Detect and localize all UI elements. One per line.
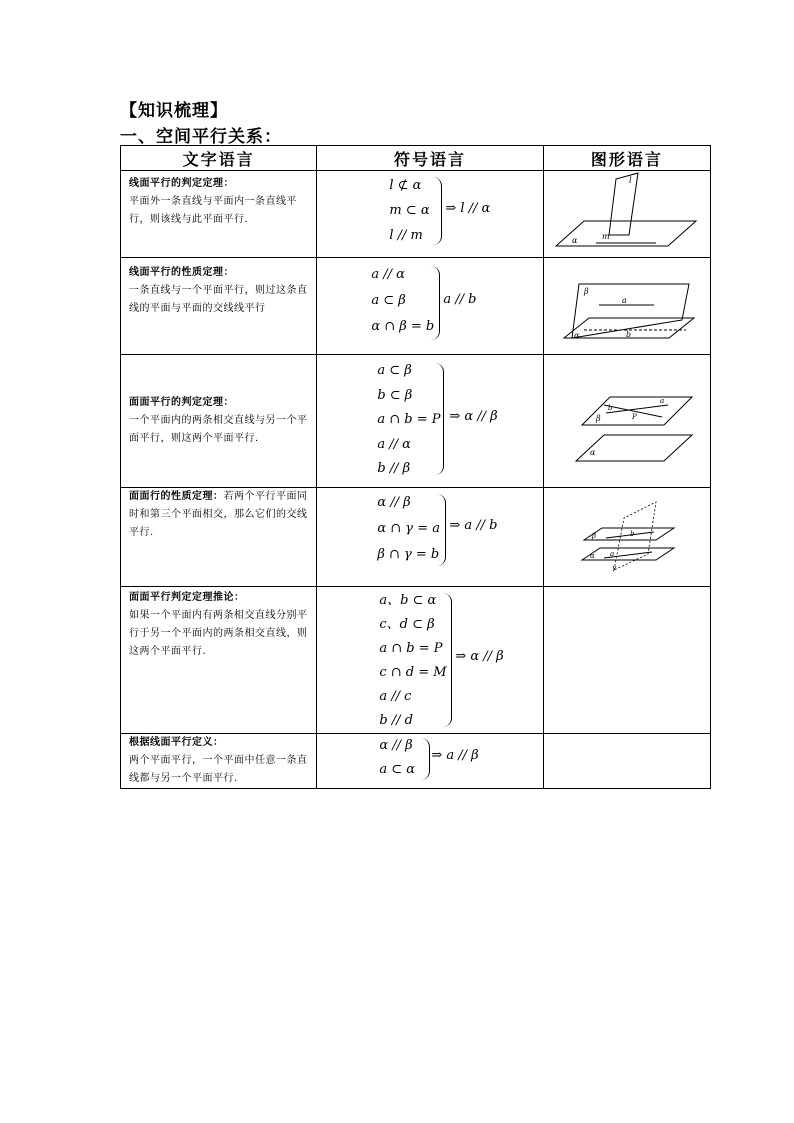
brace — [435, 363, 444, 475]
theorem-title: 根据线面平行定义： — [129, 737, 224, 748]
symbol-line: b // β — [377, 461, 411, 476]
symbol-line: b ⊂ β — [377, 387, 413, 403]
symbol-line: a ⊂ β — [371, 293, 406, 308]
symbol-line: a ⊂ α — [379, 762, 416, 777]
table-row — [121, 734, 711, 789]
symbol-conclusion: ⇒ l // α — [445, 201, 491, 216]
plane-plane-property-figure — [544, 488, 710, 582]
text-cell — [121, 587, 317, 734]
symbol-conclusion: a // b — [443, 292, 477, 307]
symbol-line: α ∩ β = b — [371, 319, 435, 334]
text-cell — [121, 258, 317, 355]
section-heading: 一、空间平行关系： — [120, 127, 282, 147]
text-cell — [121, 171, 317, 258]
theorem-title: 面面平行判定定理推论： — [129, 592, 245, 603]
symbol-cell — [317, 734, 543, 789]
symbol-cell — [317, 171, 543, 258]
figure-cell — [543, 355, 710, 488]
symbol-conclusion: ⇒ a // β — [431, 748, 479, 763]
table-row — [121, 171, 711, 258]
text-cell — [121, 488, 317, 587]
table-row — [121, 488, 711, 587]
table-row — [121, 258, 711, 355]
symbol-line: m ⊂ α — [389, 203, 430, 218]
text-cell — [121, 734, 317, 789]
symbol-line: α // β — [379, 738, 413, 753]
table-header-row — [121, 146, 711, 171]
figure-label: β — [591, 532, 596, 540]
brace — [443, 593, 452, 727]
figure-cell — [543, 488, 710, 587]
figure-label: α — [589, 552, 595, 560]
figure-cell — [543, 258, 710, 355]
figure-label: β — [583, 287, 589, 296]
plane-plane-parallel-figure — [544, 355, 710, 483]
theorem-body: 如果一个平面内有两条相交直线分别平行于另一个平面内的两条相交直线，则这两个平面平行． — [129, 610, 308, 657]
brace — [421, 738, 430, 780]
knowledge-heading: 【知识梳理】 — [120, 101, 228, 121]
symbol-cell — [317, 258, 543, 355]
theorem-body: 一个平面内的两条相交直线与另一个平面平行，则这两个平面平行． — [129, 415, 308, 444]
theorem-title: 面面平行的判定定理： — [129, 397, 234, 408]
figure-cell — [543, 587, 710, 734]
symbol-line: l // m — [389, 228, 423, 243]
figure-label: α — [573, 331, 580, 340]
symbol-line: a // α — [371, 267, 405, 282]
symbol-line: α ∩ γ = a — [377, 521, 440, 536]
figure-label: β — [595, 414, 601, 423]
figure-cell — [543, 171, 710, 258]
symbol-line: b // d — [379, 713, 413, 728]
symbol-line: c ∩ d = M — [379, 665, 447, 680]
theorem-title: 线面平行的性质定理： — [129, 267, 234, 278]
symbol-conclusion: ⇒ α // β — [455, 649, 504, 664]
text-cell — [121, 355, 317, 488]
line-plane-property-figure — [544, 258, 710, 350]
symbol-cell — [317, 355, 543, 488]
symbol-line: α // β — [377, 495, 411, 510]
brace — [433, 177, 442, 245]
figure-label: a — [659, 397, 664, 405]
theorem-body: 若两个平行平面同时和第三个平面相交，那么它们的交线平行． — [129, 491, 308, 538]
theorem-title: 面面行的性质定理： — [129, 491, 224, 502]
figure-label: a — [621, 296, 627, 305]
header-symbol-language: 符号语言 — [317, 146, 543, 171]
figure-label: a — [609, 550, 614, 558]
header-figure-language: 图形语言 — [543, 146, 710, 171]
symbol-conclusion: ⇒ a // b — [449, 518, 498, 533]
figure-label: α — [589, 448, 596, 457]
table-row — [121, 355, 711, 488]
theorem-body: 两个平面平行，一个平面中任意一条直线都与另一个平面平行． — [129, 755, 308, 784]
figure-label: m — [601, 232, 610, 241]
figure-label: b — [629, 530, 635, 538]
parallel-relations-table — [120, 145, 711, 789]
symbol-line: a ∩ b = P — [377, 412, 441, 427]
table-row — [121, 587, 711, 734]
theorem-body: 平面外一条直线与平面内一条直线平行，则该线与此平面平行． — [129, 196, 297, 225]
symbol-cell — [317, 488, 543, 587]
symbol-line: a ⊂ β — [377, 363, 412, 378]
figure-label: α — [571, 236, 578, 245]
symbol-line: l ⊄ α — [389, 178, 422, 193]
brace — [437, 494, 446, 566]
symbol-cell — [317, 587, 543, 734]
header-text-language: 文字语言 — [121, 146, 317, 171]
figure-label: P — [631, 413, 637, 421]
symbol-line: c、d ⊂ β — [379, 617, 435, 632]
theorem-body: 一条直线与一个平面平行，则过这条直线的平面与平面的交线线平行 — [129, 285, 308, 314]
figure-label: l — [628, 176, 632, 185]
symbol-conclusion: ⇒ α // β — [449, 409, 498, 424]
figure-label: γ — [611, 564, 616, 572]
symbol-line: a // c — [379, 689, 412, 704]
theorem-title: 线面平行的判定定理： — [129, 178, 234, 189]
line-plane-parallel-figure — [544, 171, 710, 253]
symbol-line: β ∩ γ = b — [377, 547, 440, 562]
symbol-line: a ∩ b = P — [379, 641, 443, 656]
figure-cell — [543, 734, 710, 789]
symbol-line: a // α — [377, 436, 411, 452]
figure-label: b — [607, 404, 613, 412]
brace — [431, 266, 440, 340]
figure-label: b — [625, 330, 631, 339]
symbol-line: a、b ⊂ α — [379, 593, 437, 608]
